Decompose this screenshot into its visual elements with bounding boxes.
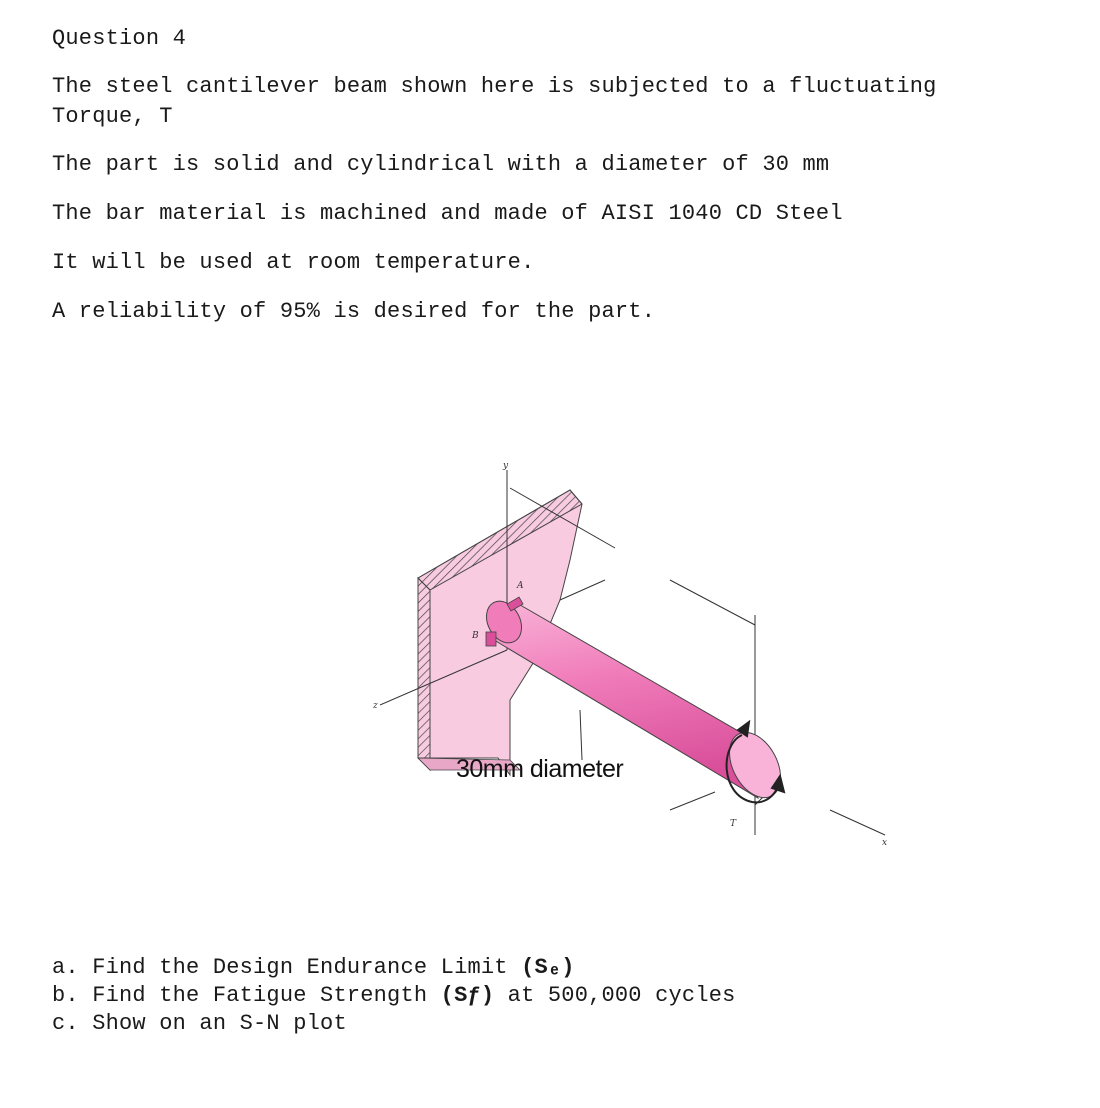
temperature-description: It will be used at room temperature.: [52, 250, 535, 275]
task-a-text: a. Find the Design Endurance Limit: [52, 955, 522, 980]
point-label-b: B: [472, 631, 479, 641]
task-b-symbol: (Sƒ): [440, 983, 495, 1008]
intro-text-line1: The steel cantilever beam shown here is subjected to a fluctuating: [52, 74, 937, 99]
task-a-symbol: (Sₑ): [521, 955, 575, 980]
task-b: [52, 983, 736, 1008]
intro-text-line2: Torque, T: [52, 104, 173, 129]
task-c: c. Show on an S-N plot: [52, 1011, 347, 1036]
question-title: Question 4: [52, 26, 187, 51]
material-description: The bar material is machined and made of AISI 1040 CD Steel: [52, 201, 843, 226]
part-description: The part is solid and cylindrical with a diameter of 30 mm: [52, 152, 830, 177]
task-b-text: b. Find the Fatigue Strength: [52, 983, 441, 1008]
cantilever-beam-figure: [360, 440, 920, 860]
axis-label-z: z: [373, 701, 378, 711]
reliability-description: A reliability of 95% is desired for the part.: [52, 299, 656, 324]
diameter-label: 30mm diameter: [456, 755, 624, 783]
torque-label: T: [730, 819, 737, 829]
axis-label-x: x: [882, 838, 888, 848]
task-a: [52, 955, 575, 980]
axis-label-y: y: [503, 461, 509, 471]
point-label-a: A: [517, 581, 524, 591]
task-b-suffix: at 500,000 cycles: [494, 983, 736, 1008]
